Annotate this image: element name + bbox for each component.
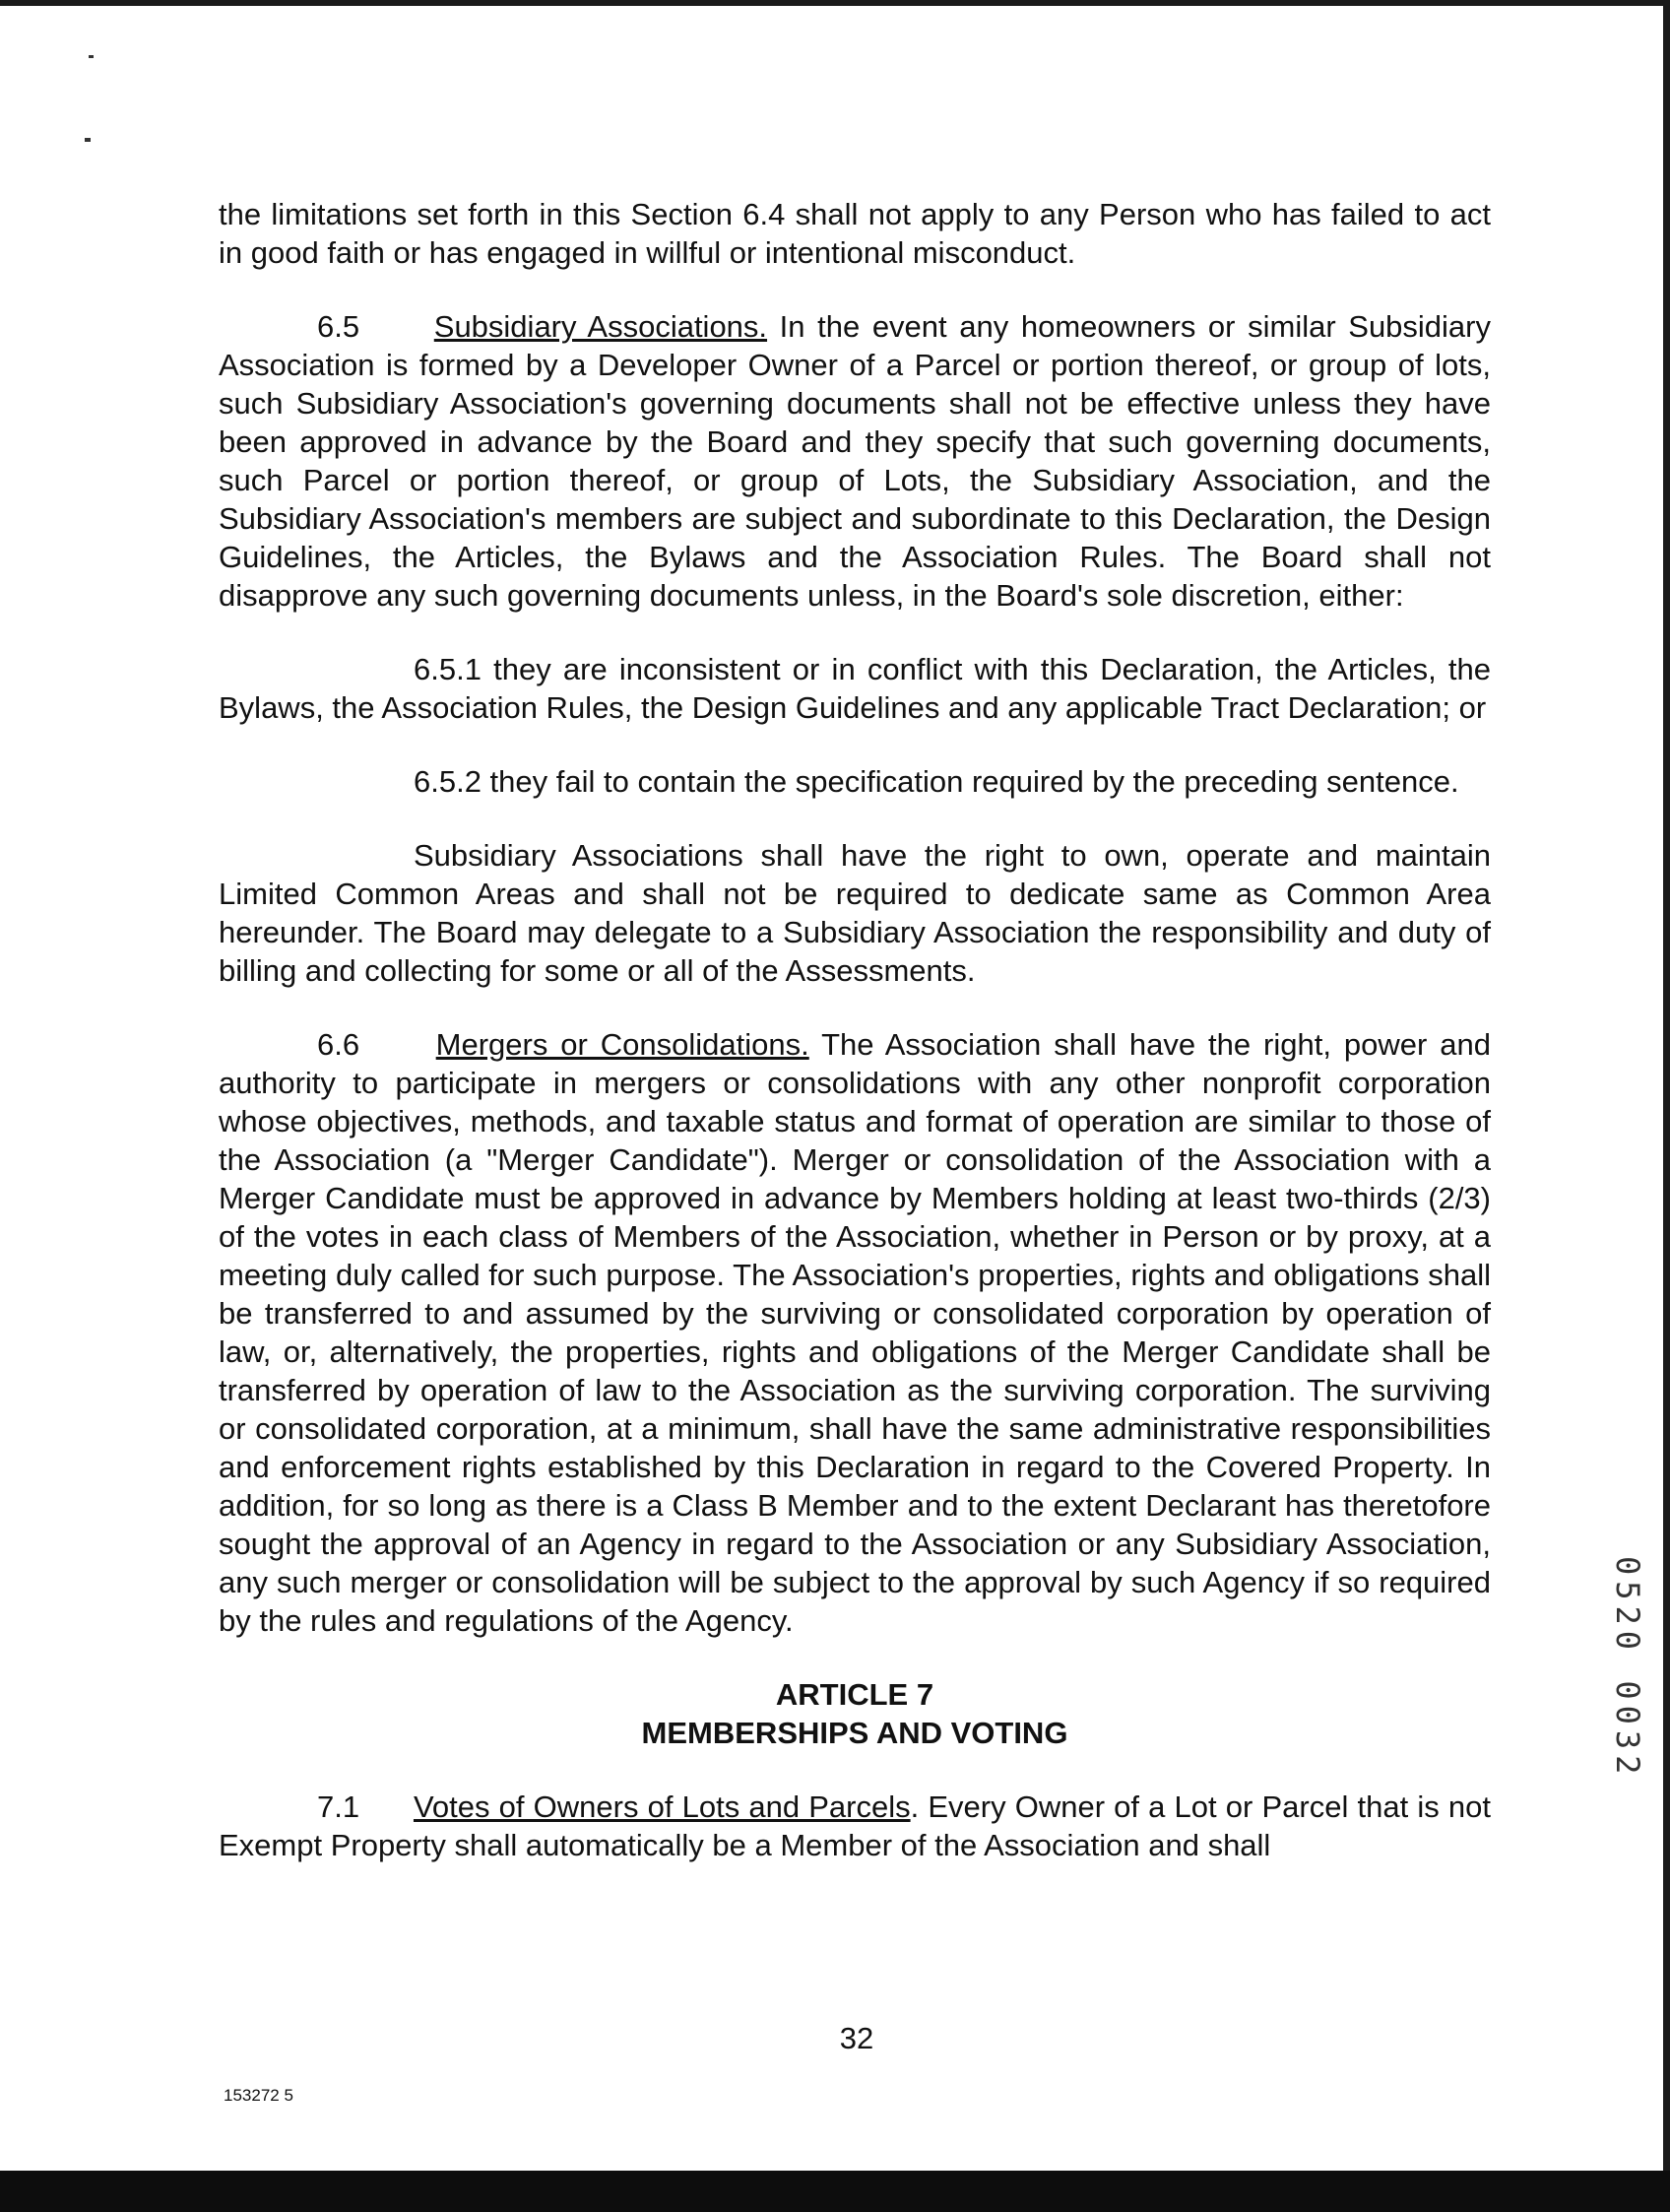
body-text [219,195,1491,1864]
section-number: 6.5 [317,309,360,344]
section-7-1 [219,1788,1491,1864]
section-number: 7.1 [317,1789,360,1824]
bates-number: 0520 0032 [1609,1556,1646,1781]
scan-edge-right [1663,0,1670,2212]
section-6-5-2: 6.5.2 they fail to contain the specification required by the preceding sentence. [414,764,1459,799]
scan-speck [89,55,94,58]
section-number: 6.6 [317,1027,360,1062]
section-text: The Association shall have the right, power and authority to participate in mergers or consolidations with any other nonprofit corporation whose objectives, methods, and taxable status and format of operation are similar to those of the Association (a "Merger Candidate"). Merger or consolidation of the Association with a Merger Candidate must be approved in advance by Members holding at least two-thirds (2/3) of the votes in each class of Members of the Association, whether in Person or by proxy, at a meeting duly called for such purpose. The Association's properties, rights and obligations shall be transferred to and assumed by the surviving or consolidated corporation by operation of law, or, alternatively, the properties, rights and obligations of the Merger Candidate shall be transferred by operation of law to the Association as the surviving corporation. The surviving or consolidated corporation, at a minimum, shall have the same administrative responsibilities and enforcement rights established by this Declaration in regard to the Covered Property. In addition, for so long as there is a Class B Member and to the extent Declarant has theretofore sought the approval of an Agency in regard to the Association or any Subsidiary Association, any such merger or consolidation will be subject to the approval by such Agency if so required by the rules and regulations of the Agency. [219,1027,1491,1638]
document-id: 153272 5 [224,2086,293,2105]
section-title: Subsidiary Associations. [433,309,768,344]
scan-edge-top [0,0,1670,6]
section-title: Votes of Owners of Lots and Parcels [413,1789,911,1824]
section-6-5-paragraph: Subsidiary Associations shall have the right to own, operate and maintain Limited Common Areas and shall not be required to dedicate same as Common Area hereunder. The Board may delegate to a Subsidiary Association the responsibility and duty of billing and collecting for some or all of the Assessments. [219,838,1491,988]
page-number: 32 [839,2021,874,2055]
section-text: . Every Owner of a Lot or Parcel that is not Exempt Property shall automatically be a Member of the Association and shall [219,1789,1491,1862]
section-6-5 [219,307,1491,615]
section-title: Mergers or Consolidations. [435,1027,809,1062]
section-6-5-1: 6.5.1 they are inconsistent or in conflict with this Declaration, the Articles, the Bylaws, the Association Rules, the Design Guidelines and any applicable Tract Declaration; or [219,652,1491,725]
section-6-6 [219,1025,1491,1640]
article-subtitle: MEMBERSHIPS AND VOTING [641,1716,1068,1750]
scan-edge-bottom [0,2171,1670,2212]
article-title: ARTICLE 7 [775,1677,934,1712]
scan-speck [85,138,91,142]
bates-stamp [1603,1556,1646,1881]
section-text: In the event any homeowners or similar Subsidiary Association is formed by a Developer Owner of a Parcel or portion thereof, or group of lots, such Subsidiary Association's governing documents shall not be effective unless they have been approved in advance by the Board and they specify that such governing documents, such Parcel or portion thereof, or group of Lots, the Subsidiary Association, and the Subsidiary Association's members are subject and subordinate to this Declaration, the Design Guidelines, the Articles, the Bylaws and the Association Rules. The Board shall not disapprove any such governing documents unless, in the Board's sole discretion, either: [219,309,1491,613]
continuation-paragraph: the limitations set forth in this Section 6.4 shall not apply to any Person who has failed to act in good faith or has engaged in willful or intentional misconduct. [219,197,1491,270]
